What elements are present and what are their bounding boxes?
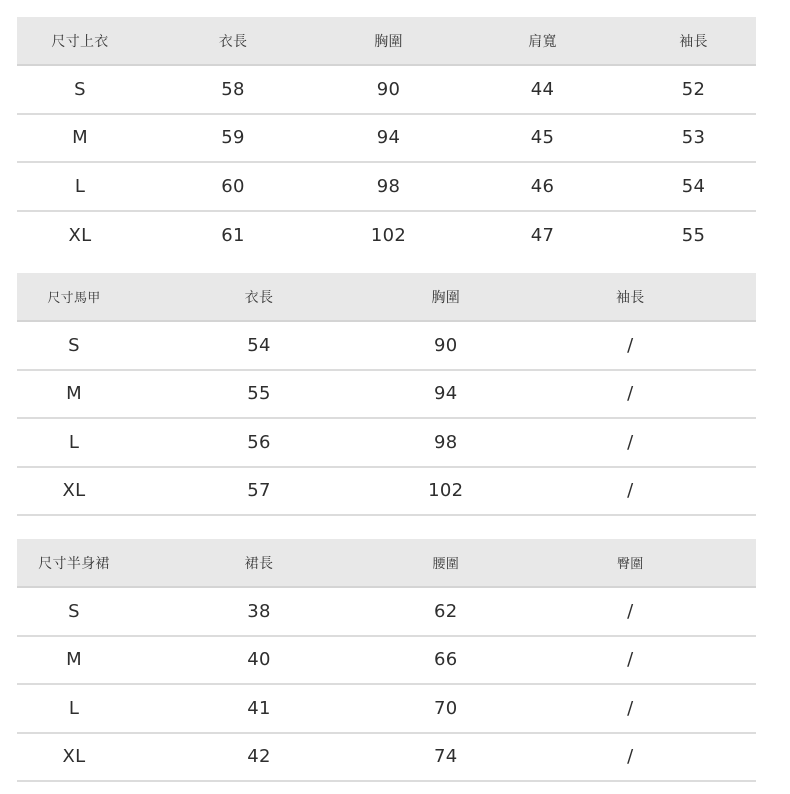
table-cell: / bbox=[627, 431, 634, 453]
table-row bbox=[17, 371, 756, 420]
table-cell: 102 bbox=[428, 480, 464, 502]
table-cell: 94 bbox=[376, 127, 401, 149]
table-cell: 98 bbox=[433, 431, 458, 453]
table-cell: 53 bbox=[681, 127, 706, 149]
table-cell: 74 bbox=[433, 746, 458, 768]
table-cell: 57 bbox=[247, 480, 271, 502]
table-row bbox=[17, 468, 756, 517]
table-cell: / bbox=[627, 480, 634, 502]
table-row bbox=[17, 419, 756, 468]
table-cell: / bbox=[627, 383, 634, 405]
header-cell-length: 衣長 bbox=[218, 33, 248, 50]
table-cell: L bbox=[68, 697, 80, 719]
table-cell: 42 bbox=[247, 746, 271, 768]
table-cell: 56 bbox=[247, 431, 271, 453]
table-cell: M bbox=[66, 649, 82, 671]
table-cell: 61 bbox=[221, 225, 245, 247]
table-cell: M bbox=[66, 383, 82, 405]
table-cell: XL bbox=[62, 746, 86, 768]
table-row bbox=[17, 212, 756, 261]
table-row bbox=[17, 66, 756, 115]
table-cell: 90 bbox=[433, 334, 458, 356]
table-cell: 98 bbox=[376, 175, 401, 197]
table-cell: 44 bbox=[530, 78, 555, 100]
table-cell: / bbox=[627, 600, 634, 622]
header-cell-bust: 胸圍 bbox=[374, 33, 403, 50]
header-cell-bust: 胸圍 bbox=[431, 289, 461, 306]
table-cell: / bbox=[627, 746, 634, 768]
table-cell: 46 bbox=[530, 175, 555, 197]
table-header-row bbox=[17, 17, 756, 66]
table-row bbox=[17, 115, 756, 164]
table-cell: 54 bbox=[681, 175, 706, 197]
size-table-skirt bbox=[17, 539, 756, 782]
table-row bbox=[17, 685, 756, 734]
table-cell: 90 bbox=[376, 78, 401, 100]
table-cell: L bbox=[68, 431, 80, 453]
table-cell: 58 bbox=[221, 78, 245, 100]
header-cell-length: 衣長 bbox=[244, 289, 274, 306]
table-cell: S bbox=[74, 78, 86, 100]
table-row bbox=[17, 734, 756, 783]
table-cell: 38 bbox=[247, 600, 271, 622]
header-cell-size: 尺寸上衣 bbox=[51, 33, 109, 50]
table-header-row bbox=[17, 273, 756, 322]
table-row bbox=[17, 637, 756, 686]
table-cell: / bbox=[627, 649, 634, 671]
table-cell: S bbox=[68, 334, 80, 356]
table-cell: 102 bbox=[370, 225, 407, 247]
size-table-vest bbox=[17, 273, 756, 516]
header-cell-shoulder: 肩寬 bbox=[528, 33, 557, 50]
table-cell: 94 bbox=[433, 383, 458, 405]
table-cell: / bbox=[627, 697, 634, 719]
table-cell: 55 bbox=[681, 225, 706, 247]
table-cell: L bbox=[74, 175, 86, 197]
table-header-row bbox=[17, 539, 756, 588]
header-cell-hip: 臀圍 bbox=[616, 557, 644, 572]
header-cell-length: 裙長 bbox=[244, 555, 274, 572]
table-cell: 47 bbox=[530, 225, 555, 247]
table-cell: S bbox=[68, 600, 80, 622]
table-cell: M bbox=[72, 127, 88, 149]
table-cell: XL bbox=[68, 225, 92, 247]
table-cell: 59 bbox=[221, 127, 245, 149]
table-cell: 62 bbox=[433, 600, 458, 622]
header-cell-waist: 腰圍 bbox=[432, 557, 460, 572]
table-row bbox=[17, 588, 756, 637]
table-row bbox=[17, 163, 756, 212]
table-cell: 54 bbox=[247, 334, 271, 356]
size-table-top bbox=[17, 17, 756, 260]
table-cell: XL bbox=[62, 480, 86, 502]
header-cell-sleeve: 袖長 bbox=[615, 289, 645, 306]
table-cell: 52 bbox=[681, 78, 706, 100]
table-cell: / bbox=[627, 334, 634, 356]
table-cell: 41 bbox=[247, 697, 271, 719]
table-cell: 70 bbox=[433, 697, 458, 719]
header-cell-size: 尺寸馬甲 bbox=[47, 291, 101, 306]
header-cell-sleeve: 袖長 bbox=[679, 33, 708, 50]
table-row bbox=[17, 322, 756, 371]
table-cell: 66 bbox=[433, 649, 458, 671]
header-cell-size: 尺寸半身裙 bbox=[38, 555, 110, 572]
table-cell: 40 bbox=[247, 649, 271, 671]
table-cell: 60 bbox=[221, 175, 245, 197]
table-cell: 55 bbox=[247, 383, 271, 405]
table-cell: 45 bbox=[530, 127, 555, 149]
